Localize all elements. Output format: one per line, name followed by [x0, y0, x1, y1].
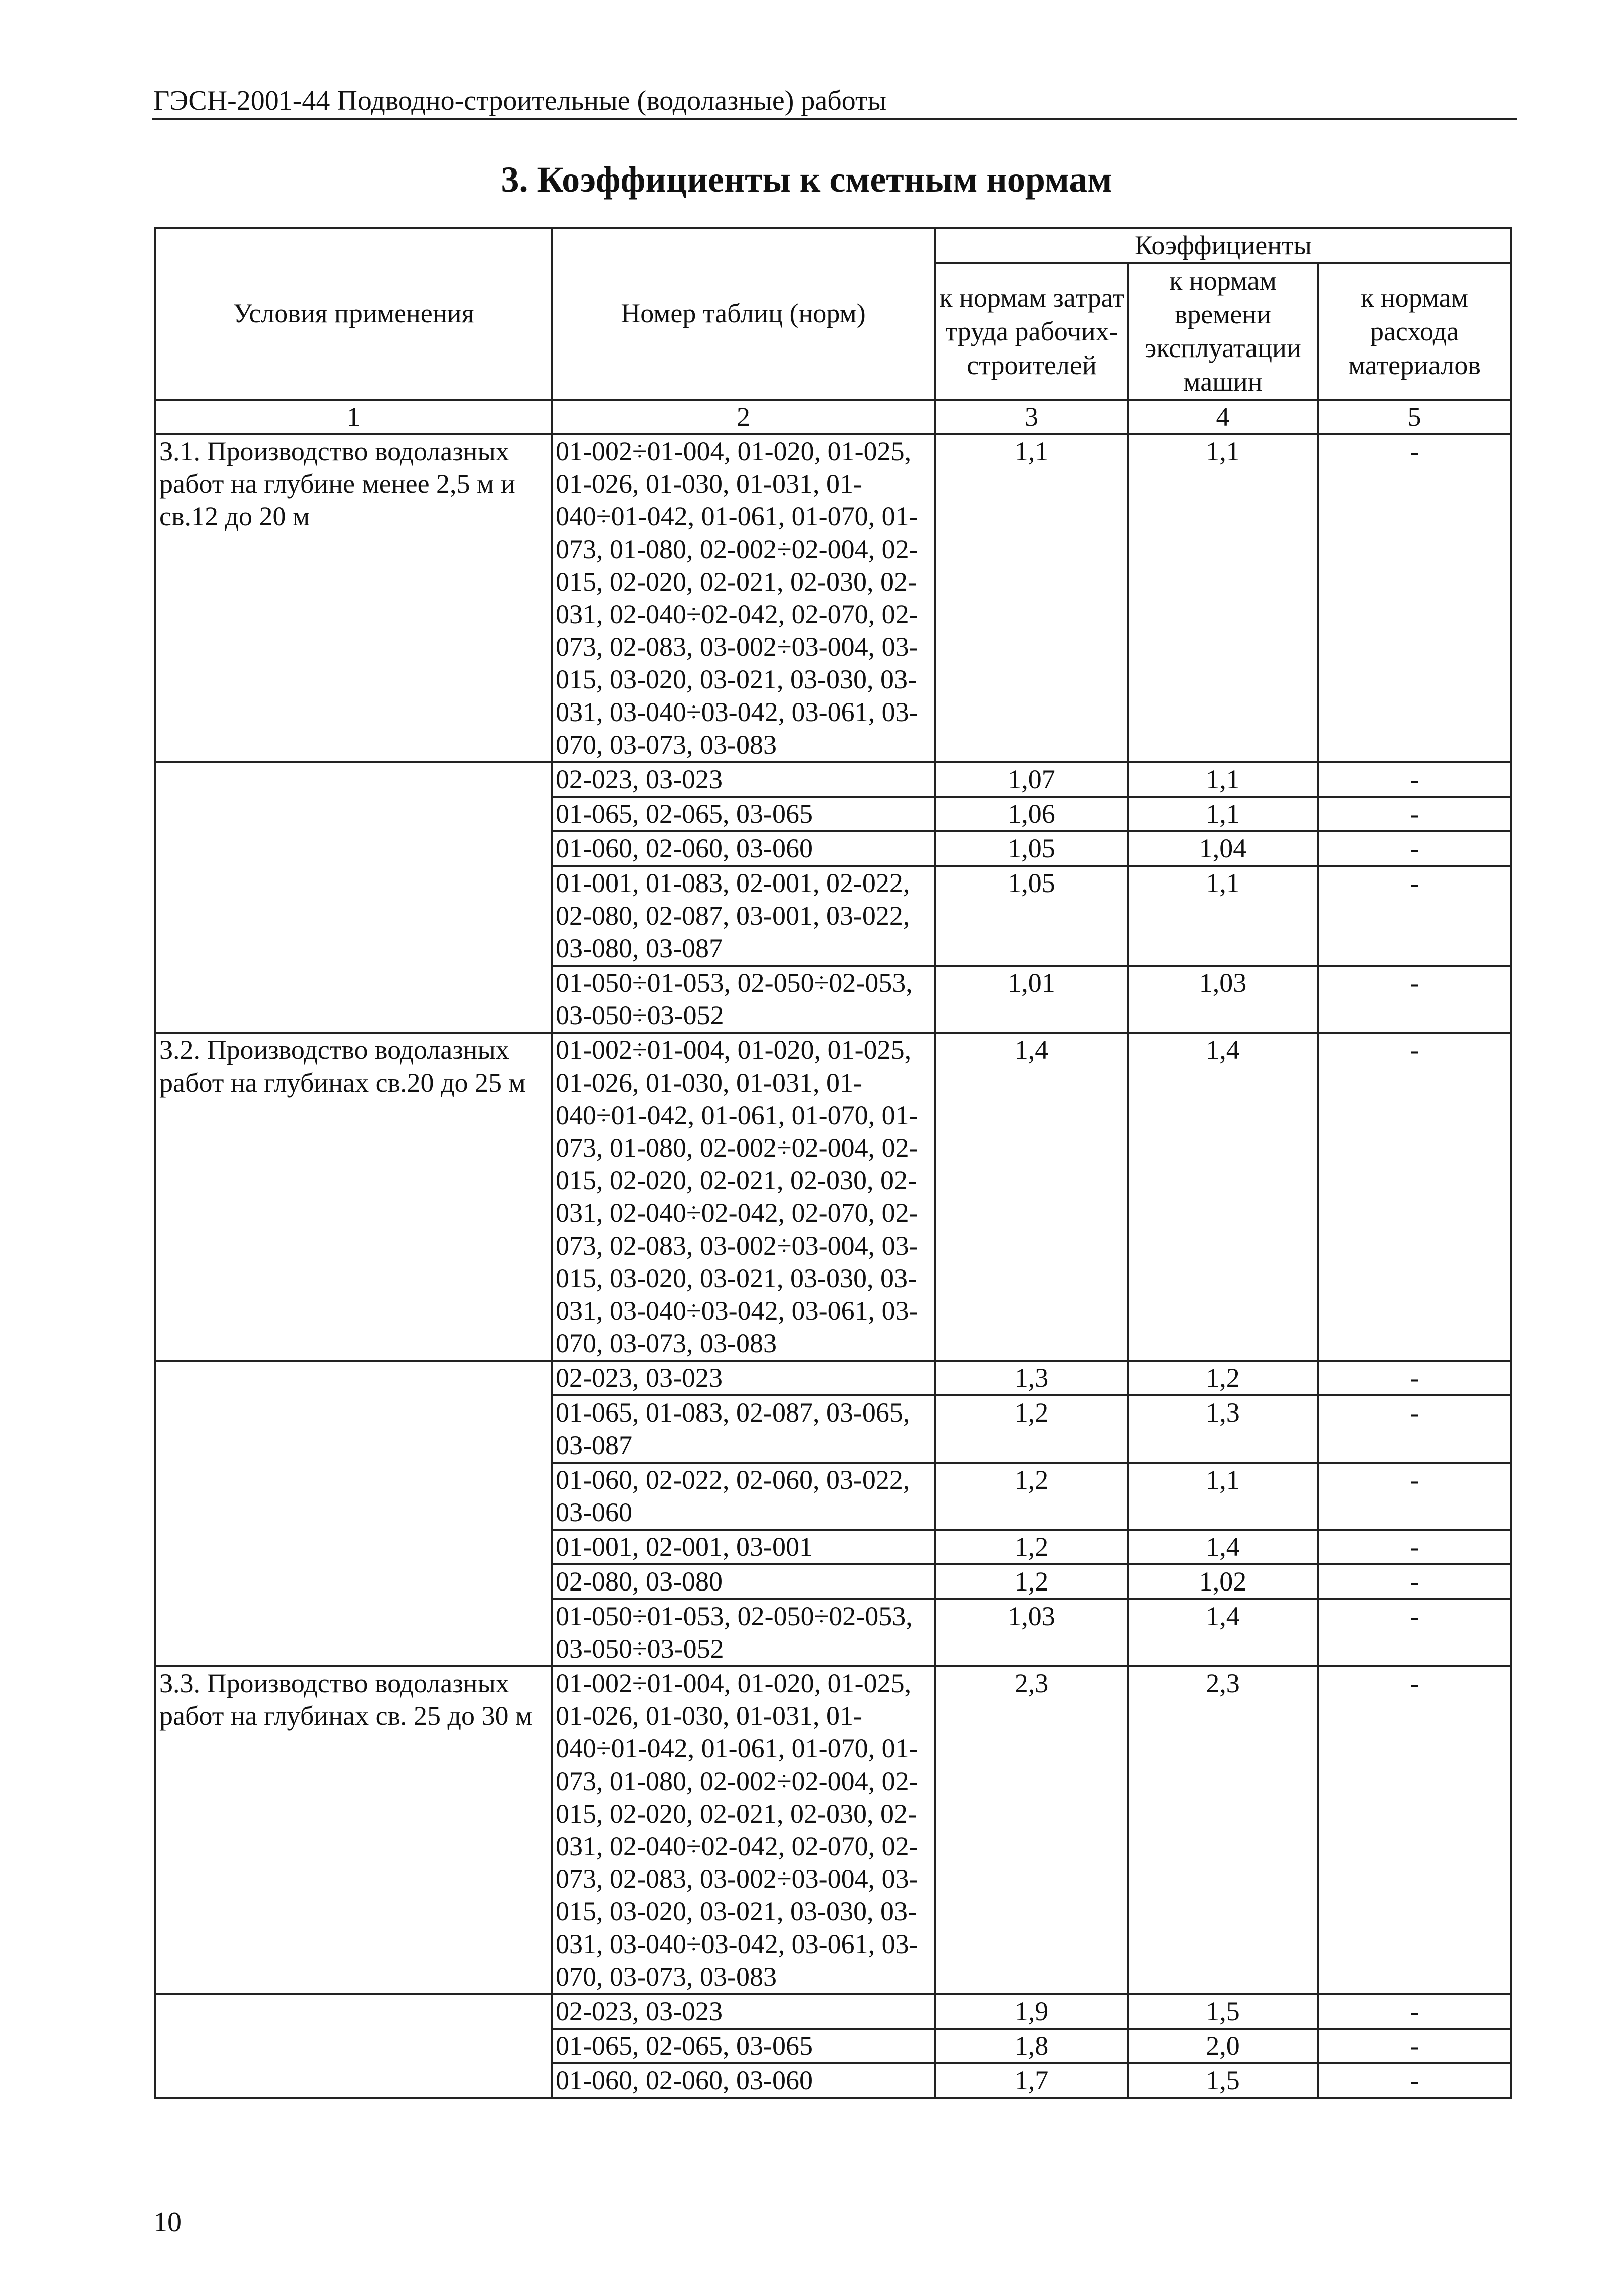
condition-cell: 3.3. Производство водолазных работ на глубинах св. 25 до 30 м [155, 1666, 552, 1994]
materials-coefficient-cell: - [1318, 2029, 1511, 2063]
table-row [155, 2029, 1511, 2063]
coefficients-table [154, 227, 1512, 2099]
condition-cell [155, 831, 552, 866]
labor-coefficient-cell: 1,05 [935, 831, 1128, 866]
materials-coefficient-cell: - [1318, 797, 1511, 831]
table-row [155, 1463, 1511, 1530]
header-materials: к нормам расхода материалов [1318, 263, 1511, 400]
labor-coefficient-cell: 1,4 [935, 1033, 1128, 1361]
condition-cell [155, 797, 552, 831]
machine-coefficient-cell: 1,1 [1128, 434, 1318, 762]
machine-coefficient-cell: 1,4 [1128, 1599, 1318, 1666]
machine-coefficient-cell: 2,0 [1128, 2029, 1318, 2063]
condition-cell [155, 762, 552, 797]
machine-coefficient-cell: 1,2 [1128, 1361, 1318, 1395]
labor-coefficient-cell: 1,07 [935, 762, 1128, 797]
condition-cell: 3.1. Производство водолазных работ на глубине менее 2,5 м и св.12 до 20 м [155, 434, 552, 762]
table-row [155, 2063, 1511, 2098]
table-numbers-cell: 01-065, 02-065, 03-065 [552, 2029, 935, 2063]
materials-coefficient-cell: - [1318, 1361, 1511, 1395]
header-machines: к нормам времени эксплуатации машин [1128, 263, 1318, 400]
materials-coefficient-cell: - [1318, 434, 1511, 762]
labor-coefficient-cell: 1,2 [935, 1564, 1128, 1599]
machine-coefficient-cell: 1,03 [1128, 966, 1318, 1033]
machine-coefficient-cell: 1,1 [1128, 866, 1318, 966]
column-number: 2 [552, 400, 935, 434]
machine-coefficient-cell: 1,02 [1128, 1564, 1318, 1599]
header-conditions: Условия применения [155, 228, 552, 400]
header-labor: к нормам затрат труда рабочих-строителей [935, 263, 1128, 400]
labor-coefficient-cell: 1,03 [935, 1599, 1128, 1666]
condition-cell [155, 1361, 552, 1395]
materials-coefficient-cell: - [1318, 866, 1511, 966]
column-number: 1 [155, 400, 552, 434]
column-number: 5 [1318, 400, 1511, 434]
table-numbers-cell: 01-002÷01-004, 01-020, 01-025, 01-026, 01-030, 01-031, 01-040÷01-042, 01-061, 01-070, 01-073, 01-080, 02-002÷02-004, 02-015, 02-020, 02-021, 02-030, 02-031, 02-040÷02-042, 02-070, 02-073, 02-083, 03-002÷03-004, 03-015, 03-020, 03-021, 03-030, 03-031, 03-040÷03-042, 03-061, 03-070, 03-073, 03-083 [552, 1033, 935, 1361]
header-rule [152, 118, 1517, 120]
labor-coefficient-cell: 1,05 [935, 866, 1128, 966]
machine-coefficient-cell: 1,5 [1128, 1994, 1318, 2029]
condition-cell [155, 866, 552, 966]
condition-cell [155, 1994, 552, 2029]
labor-coefficient-cell: 2,3 [935, 1666, 1128, 1994]
table-row [155, 1530, 1511, 1564]
table-numbers-cell: 01-002÷01-004, 01-020, 01-025, 01-026, 01-030, 01-031, 01-040÷01-042, 01-061, 01-070, 01-073, 01-080, 02-002÷02-004, 02-015, 02-020, 02-021, 02-030, 02-031, 02-040÷02-042, 02-070, 02-073, 02-083, 03-002÷03-004, 03-015, 03-020, 03-021, 03-030, 03-031, 03-040÷03-042, 03-061, 03-070, 03-073, 03-083 [552, 434, 935, 762]
table-numbers-cell: 01-050÷01-053, 02-050÷02-053, 03-050÷03-052 [552, 966, 935, 1033]
table-numbers-cell: 02-080, 03-080 [552, 1564, 935, 1599]
labor-coefficient-cell: 1,7 [935, 2063, 1128, 2098]
condition-cell [155, 1564, 552, 1599]
table-row [155, 1994, 1511, 2029]
materials-coefficient-cell: - [1318, 966, 1511, 1033]
table-numbers-cell: 01-060, 02-060, 03-060 [552, 831, 935, 866]
table-numbers-cell: 01-065, 02-065, 03-065 [552, 797, 935, 831]
materials-coefficient-cell: - [1318, 1994, 1511, 2029]
materials-coefficient-cell: - [1318, 1564, 1511, 1599]
condition-cell [155, 1530, 552, 1564]
table-row [155, 434, 1511, 762]
machine-coefficient-cell: 1,4 [1128, 1530, 1318, 1564]
table-row [155, 1599, 1511, 1666]
labor-coefficient-cell: 1,3 [935, 1361, 1128, 1395]
condition-cell [155, 2063, 552, 2098]
column-number: 3 [935, 400, 1128, 434]
table-row [155, 797, 1511, 831]
materials-coefficient-cell: - [1318, 1666, 1511, 1994]
table-numbers-cell: 01-050÷01-053, 02-050÷02-053, 03-050÷03-052 [552, 1599, 935, 1666]
machine-coefficient-cell: 1,5 [1128, 2063, 1318, 2098]
table-numbers-cell: 01-002÷01-004, 01-020, 01-025, 01-026, 01-030, 01-031, 01-040÷01-042, 01-061, 01-070, 01-073, 01-080, 02-002÷02-004, 02-015, 02-020, 02-021, 02-030, 02-031, 02-040÷02-042, 02-070, 02-073, 02-083, 03-002÷03-004, 03-015, 03-020, 03-021, 03-030, 03-031, 03-040÷03-042, 03-061, 03-070, 03-073, 03-083 [552, 1666, 935, 1994]
machine-coefficient-cell: 1,4 [1128, 1033, 1318, 1361]
materials-coefficient-cell: - [1318, 762, 1511, 797]
table-row [155, 1564, 1511, 1599]
table-numbers-cell: 02-023, 03-023 [552, 762, 935, 797]
table-row [155, 1666, 1511, 1994]
machine-coefficient-cell: 1,04 [1128, 831, 1318, 866]
labor-coefficient-cell: 1,2 [935, 1463, 1128, 1530]
condition-cell [155, 1463, 552, 1530]
materials-coefficient-cell: - [1318, 1463, 1511, 1530]
page-number: 10 [153, 2207, 182, 2238]
table-numbers-cell: 01-060, 02-022, 02-060, 03-022, 03-060 [552, 1463, 935, 1530]
labor-coefficient-cell: 1,8 [935, 2029, 1128, 2063]
table-row [155, 1361, 1511, 1395]
table-numbers-cell: 01-001, 02-001, 03-001 [552, 1530, 935, 1564]
table-numbers-cell: 01-001, 01-083, 02-001, 02-022, 02-080, 02-087, 03-001, 03-022, 03-080, 03-087 [552, 866, 935, 966]
table-row [155, 1395, 1511, 1463]
table-numbers-cell: 02-023, 03-023 [552, 1994, 935, 2029]
machine-coefficient-cell: 2,3 [1128, 1666, 1318, 1994]
header-coefficients: Коэффициенты [935, 228, 1511, 263]
materials-coefficient-cell: - [1318, 2063, 1511, 2098]
labor-coefficient-cell: 1,06 [935, 797, 1128, 831]
running-header: ГЭСН-2001-44 Подводно-строительные (водолазные) работы [153, 85, 887, 116]
table-row [155, 866, 1511, 966]
condition-cell [155, 1395, 552, 1463]
materials-coefficient-cell: - [1318, 1033, 1511, 1361]
condition-cell [155, 966, 552, 1033]
labor-coefficient-cell: 1,2 [935, 1395, 1128, 1463]
labor-coefficient-cell: 1,01 [935, 966, 1128, 1033]
materials-coefficient-cell: - [1318, 1395, 1511, 1463]
machine-coefficient-cell: 1,1 [1128, 1463, 1318, 1530]
materials-coefficient-cell: - [1318, 831, 1511, 866]
condition-cell: 3.2. Производство водолазных работ на глубинах св.20 до 25 м [155, 1033, 552, 1361]
header-tables: Номер таблиц (норм) [552, 228, 935, 400]
materials-coefficient-cell: - [1318, 1530, 1511, 1564]
table-numbers-cell: 01-065, 01-083, 02-087, 03-065, 03-087 [552, 1395, 935, 1463]
table-row [155, 966, 1511, 1033]
section-title: 3. Коэффициенты к сметным нормам [501, 159, 1112, 200]
labor-coefficient-cell: 1,9 [935, 1994, 1128, 2029]
table-numbers-cell: 01-060, 02-060, 03-060 [552, 2063, 935, 2098]
table-row [155, 1033, 1511, 1361]
machine-coefficient-cell: 1,1 [1128, 762, 1318, 797]
materials-coefficient-cell: - [1318, 1599, 1511, 1666]
table-row [155, 762, 1511, 797]
column-number: 4 [1128, 400, 1318, 434]
machine-coefficient-cell: 1,3 [1128, 1395, 1318, 1463]
table-row [155, 831, 1511, 866]
machine-coefficient-cell: 1,1 [1128, 797, 1318, 831]
condition-cell [155, 1599, 552, 1666]
column-number-row [155, 400, 1511, 434]
table-numbers-cell: 02-023, 03-023 [552, 1361, 935, 1395]
condition-cell [155, 2029, 552, 2063]
labor-coefficient-cell: 1,2 [935, 1530, 1128, 1564]
labor-coefficient-cell: 1,1 [935, 434, 1128, 762]
